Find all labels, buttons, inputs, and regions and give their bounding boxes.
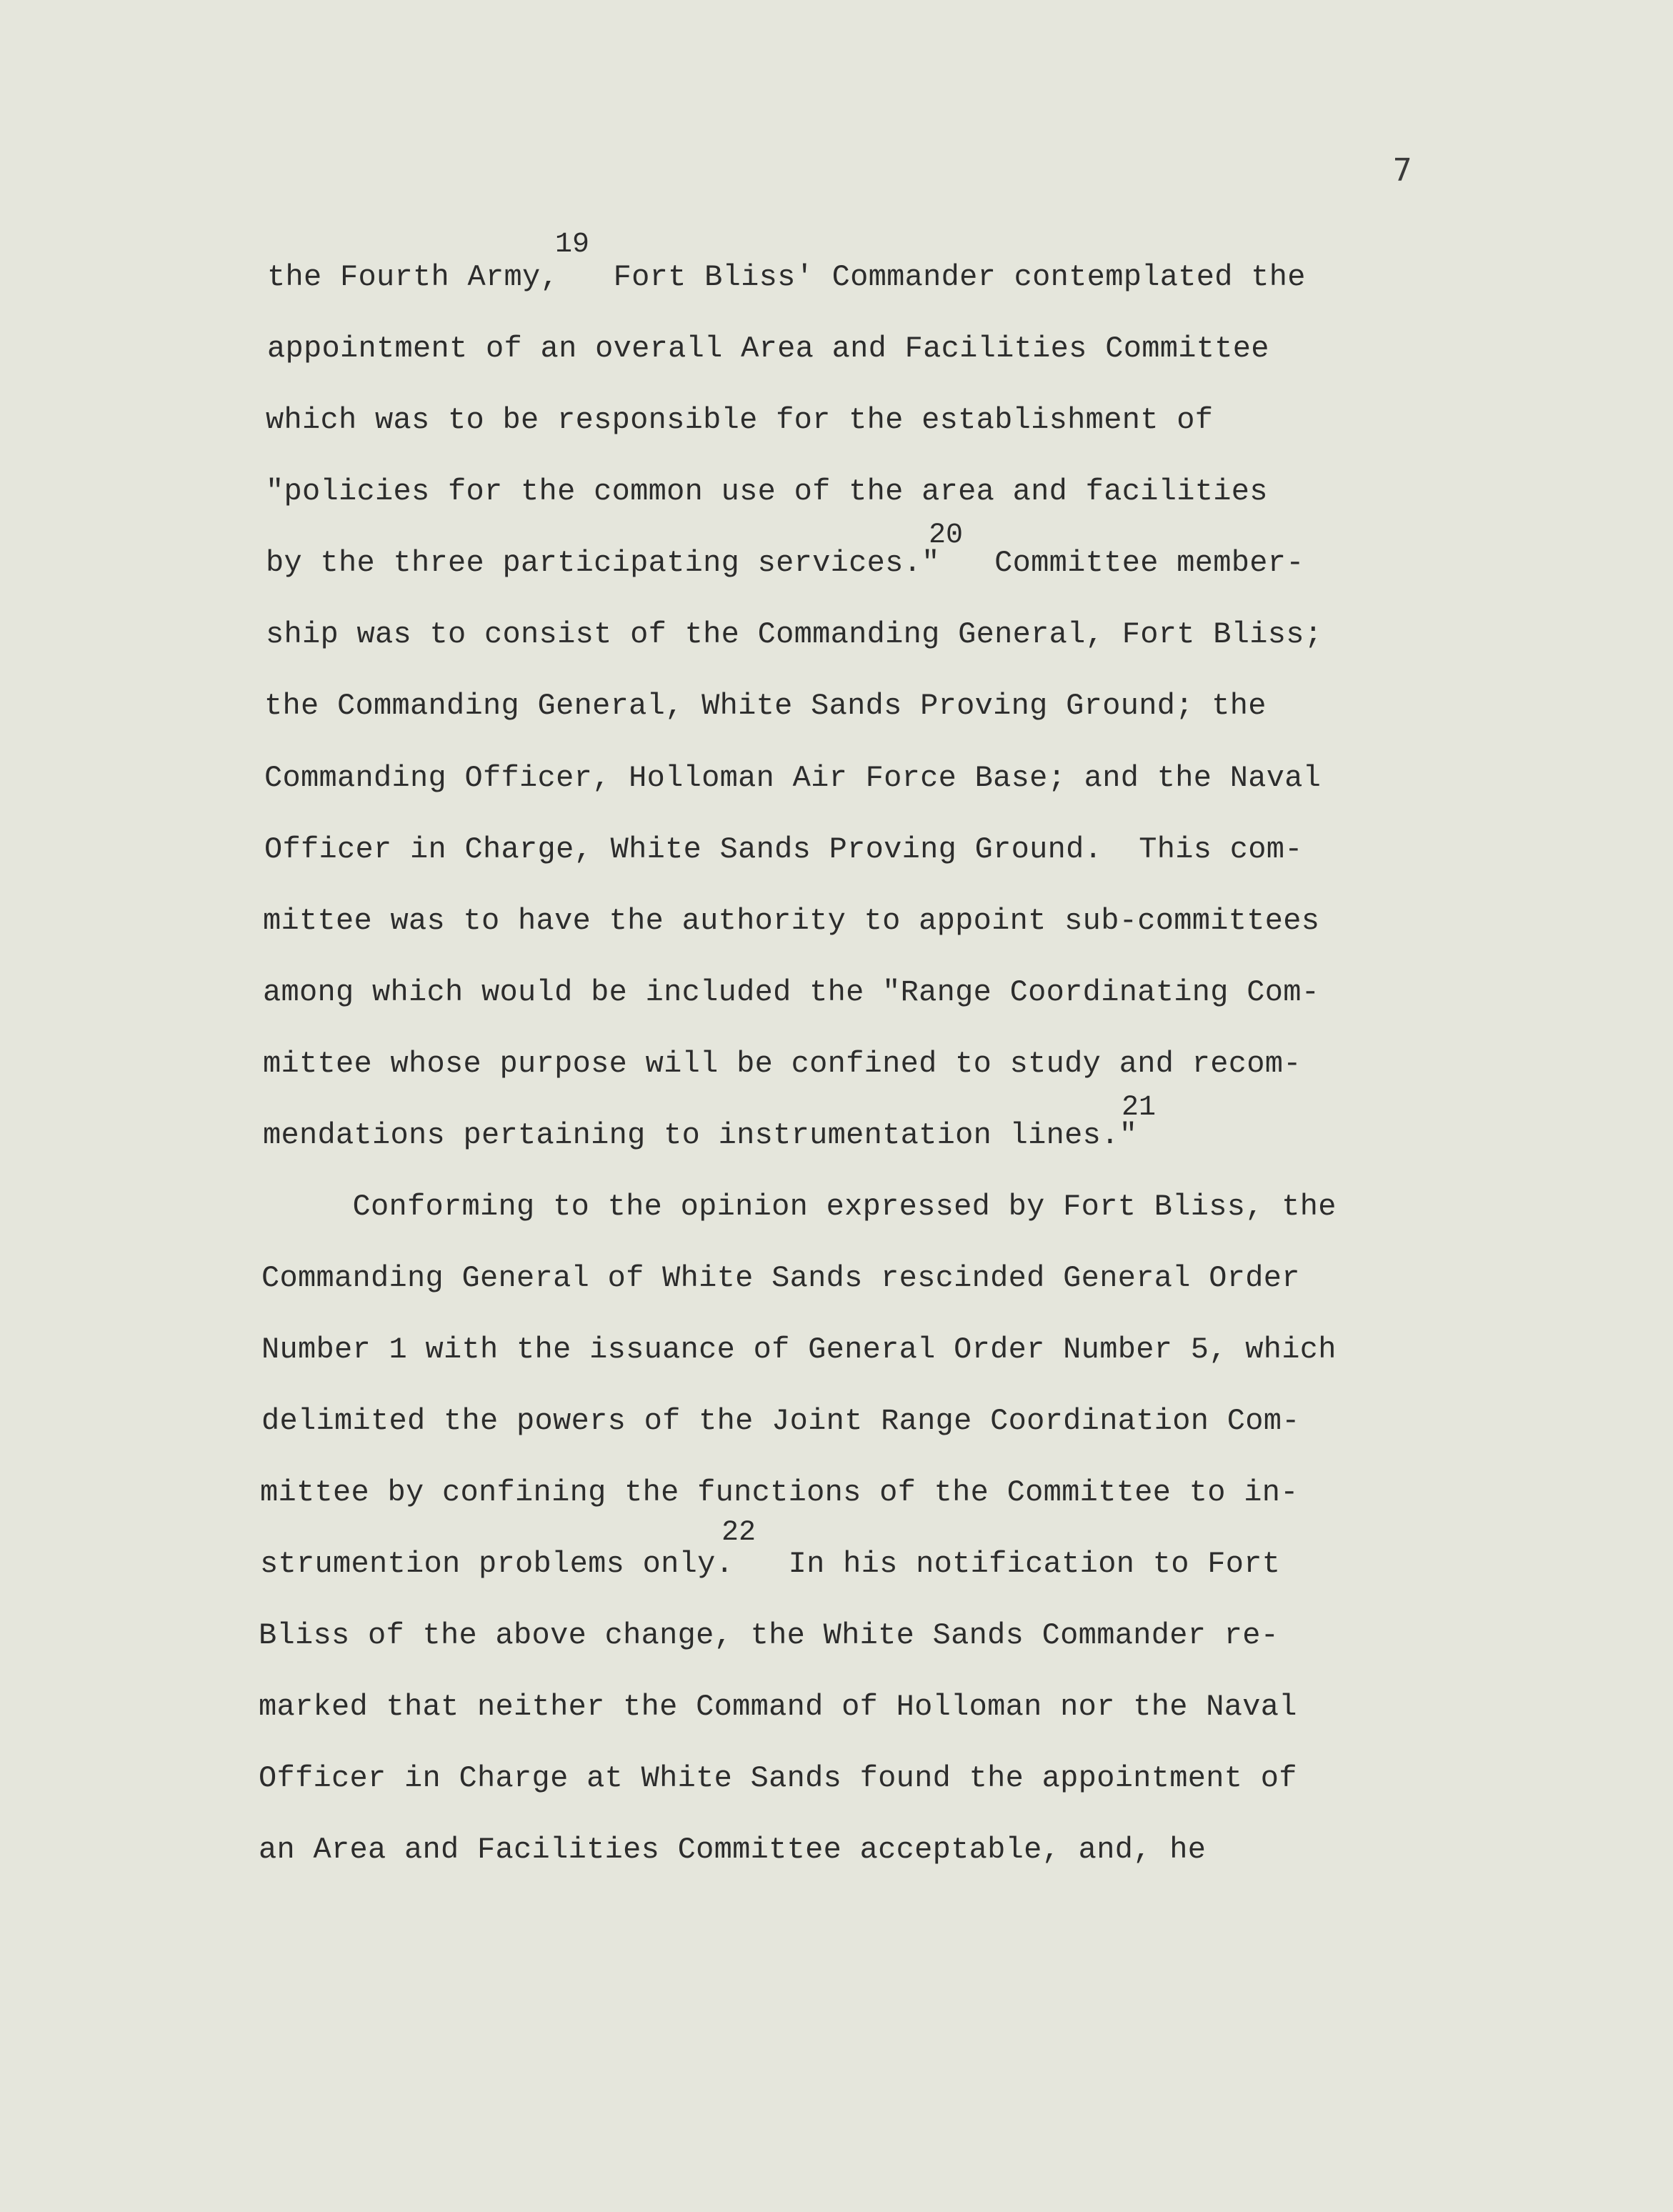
text-line: by the three participating services." Committee member- [266,546,1304,580]
footnote-marker: 20 [929,519,964,552]
text-line: appointment of an overall Area and Facilities Committee [267,332,1269,366]
text-line: ship was to consist of the Commanding General, Fort Bliss; [266,617,1323,652]
text-line: "policies for the common use of the area and facilities [266,474,1268,509]
footnote-marker: 22 [721,1517,756,1549]
footnote-marker: 21 [1122,1092,1157,1124]
text-line: the Commanding General, White Sands Proving Ground; the [264,689,1267,723]
text-line: an Area and Facilities Committee acceptable, and, he [259,1833,1207,1867]
text-line: mendations pertaining to instrumentation lines." [263,1118,1138,1152]
text-line: Commanding Officer, Holloman Air Force Base; and the Naval [264,761,1322,795]
text-line: mittee by confining the functions of the Committee to in- [260,1475,1299,1510]
text-line: Conforming to the opinion expressed by Fort Bliss, the [261,1190,1337,1224]
text-line: mittee whose purpose will be confined to study and recom- [263,1047,1302,1081]
text-line: strumention problems only. In his notification to Fort [260,1547,1281,1581]
text-line: Officer in Charge at White Sands found the appointment of [259,1761,1297,1795]
page-number: 7 [1393,152,1412,189]
text-line: Bliss of the above change, the White Sands Commander re- [259,1618,1279,1653]
text-line: Number 1 with the issuance of General Order Number 5, which [261,1332,1337,1367]
text-line: among which would be included the "Range Coordinating Com- [263,975,1320,1010]
text-line: the Fourth Army, Fort Bliss' Commander contemplated the [267,260,1306,294]
text-line: Officer in Charge, White Sands Proving Ground. This com- [264,832,1303,867]
text-line: which was to be responsible for the establishment of [266,403,1214,437]
text-line: Commanding General of White Sands rescinded General Order [261,1261,1300,1295]
text-line: delimited the powers of the Joint Range Coordination Com- [261,1404,1300,1438]
text-line: marked that neither the Command of Holloman nor the Naval [259,1690,1297,1724]
footnote-marker: 19 [555,229,590,261]
text-line: mittee was to have the authority to appoint sub-committees [263,904,1320,938]
